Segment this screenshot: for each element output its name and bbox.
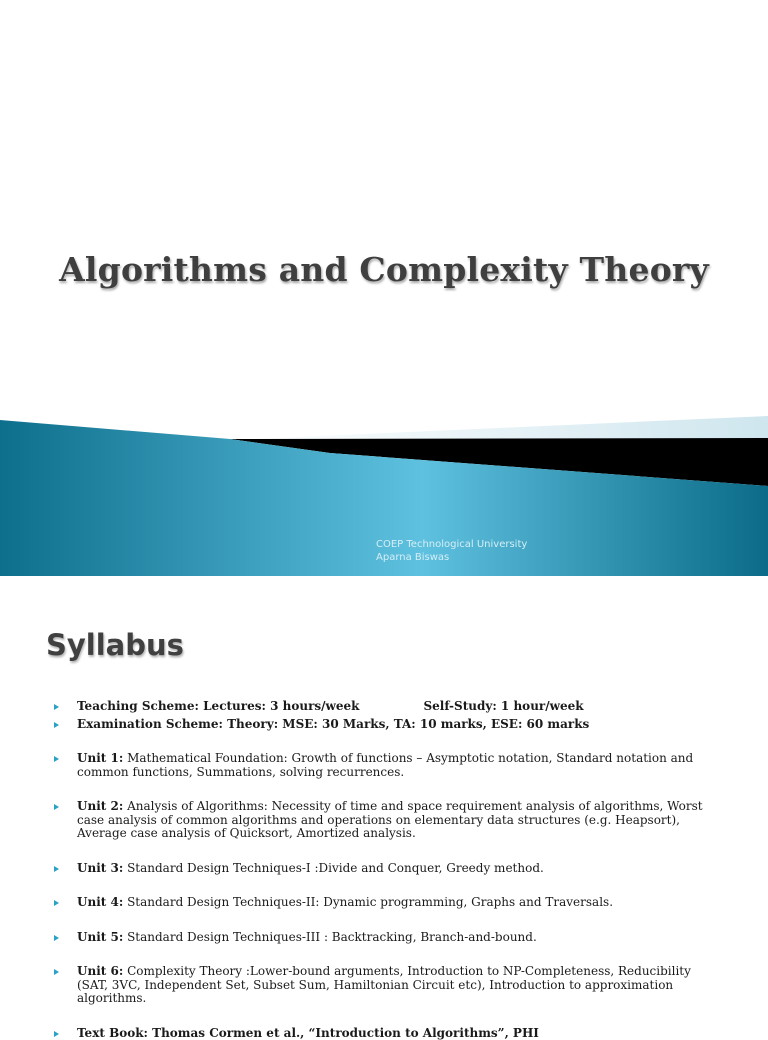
unit-label: Unit 2: bbox=[77, 799, 123, 813]
bullet-arrow-icon bbox=[54, 704, 59, 710]
unit-description: Standard Design Techniques-III : Backtracking, Branch-and-bound. bbox=[123, 930, 537, 944]
bullet-arrow-icon bbox=[54, 969, 59, 975]
presentation-credits bbox=[376, 538, 527, 564]
unit-item bbox=[54, 896, 724, 910]
unit-item bbox=[54, 965, 724, 1006]
unit-item bbox=[54, 931, 724, 945]
unit-description: Complexity Theory :Lower-bound arguments, Introduction to NP-Completeness, Reducibility (SAT, 3VC, Independent Set, Subset Sum, Hamiltonian Circuit etc), Introduction to approximation algorithms. bbox=[77, 964, 691, 1005]
unit-label: Unit 6: bbox=[77, 964, 123, 978]
bullet-arrow-icon bbox=[54, 804, 59, 810]
teaching-scheme-item bbox=[54, 700, 724, 714]
text-book-item bbox=[54, 1027, 724, 1040]
unit-description: Standard Design Techniques-II: Dynamic programming, Graphs and Traversals. bbox=[123, 895, 613, 909]
teaching-scheme-label: Teaching Scheme: Lectures: 3 hours/week bbox=[77, 699, 359, 713]
syllabus-slide bbox=[0, 576, 768, 1024]
light-ribbon bbox=[230, 416, 768, 440]
bullet-arrow-icon bbox=[54, 1031, 59, 1037]
unit-description: Mathematical Foundation: Growth of functions – Asymptotic notation, Standard notation and common functions, Summations, solving recurrences. bbox=[77, 751, 693, 779]
examination-scheme-label: Examination Scheme: Theory: MSE: 30 Marks, TA: 10 marks, ESE: 60 marks bbox=[77, 717, 589, 731]
syllabus-list bbox=[54, 700, 724, 1040]
unit-item bbox=[54, 862, 724, 876]
unit-description: Analysis of Algorithms: Necessity of time and space requirement analysis of algorithms, Worst case analysis of common algorithms and operations on elementary data structures (e.g. Heapsort), Average case analysis of Quicksort, Amortized analysis. bbox=[77, 799, 703, 840]
text-book-label: Text Book: Thomas Cormen et al., “Introduction to Algorithms”, PHI bbox=[77, 1026, 539, 1040]
unit-label: Unit 1: bbox=[77, 751, 123, 765]
bullet-arrow-icon bbox=[54, 866, 59, 872]
unit-label: Unit 4: bbox=[77, 895, 123, 909]
author-name: Aparna Biswas bbox=[376, 551, 527, 564]
presentation-title: Algorithms and Complexity Theory bbox=[0, 250, 768, 289]
bullet-arrow-icon bbox=[54, 900, 59, 906]
bullet-arrow-icon bbox=[54, 935, 59, 941]
unit-item bbox=[54, 752, 724, 779]
institution-name: COEP Technological University bbox=[376, 538, 527, 551]
bullet-arrow-icon bbox=[54, 722, 59, 728]
unit-label: Unit 5: bbox=[77, 930, 123, 944]
syllabus-heading: Syllabus bbox=[46, 628, 184, 662]
unit-item bbox=[54, 800, 724, 841]
examination-scheme-item bbox=[54, 718, 724, 732]
bullet-arrow-icon bbox=[54, 756, 59, 762]
self-study-label: Self-Study: 1 hour/week bbox=[423, 699, 583, 713]
unit-description: Standard Design Techniques-I :Divide and Conquer, Greedy method. bbox=[123, 861, 544, 875]
unit-label: Unit 3: bbox=[77, 861, 123, 875]
